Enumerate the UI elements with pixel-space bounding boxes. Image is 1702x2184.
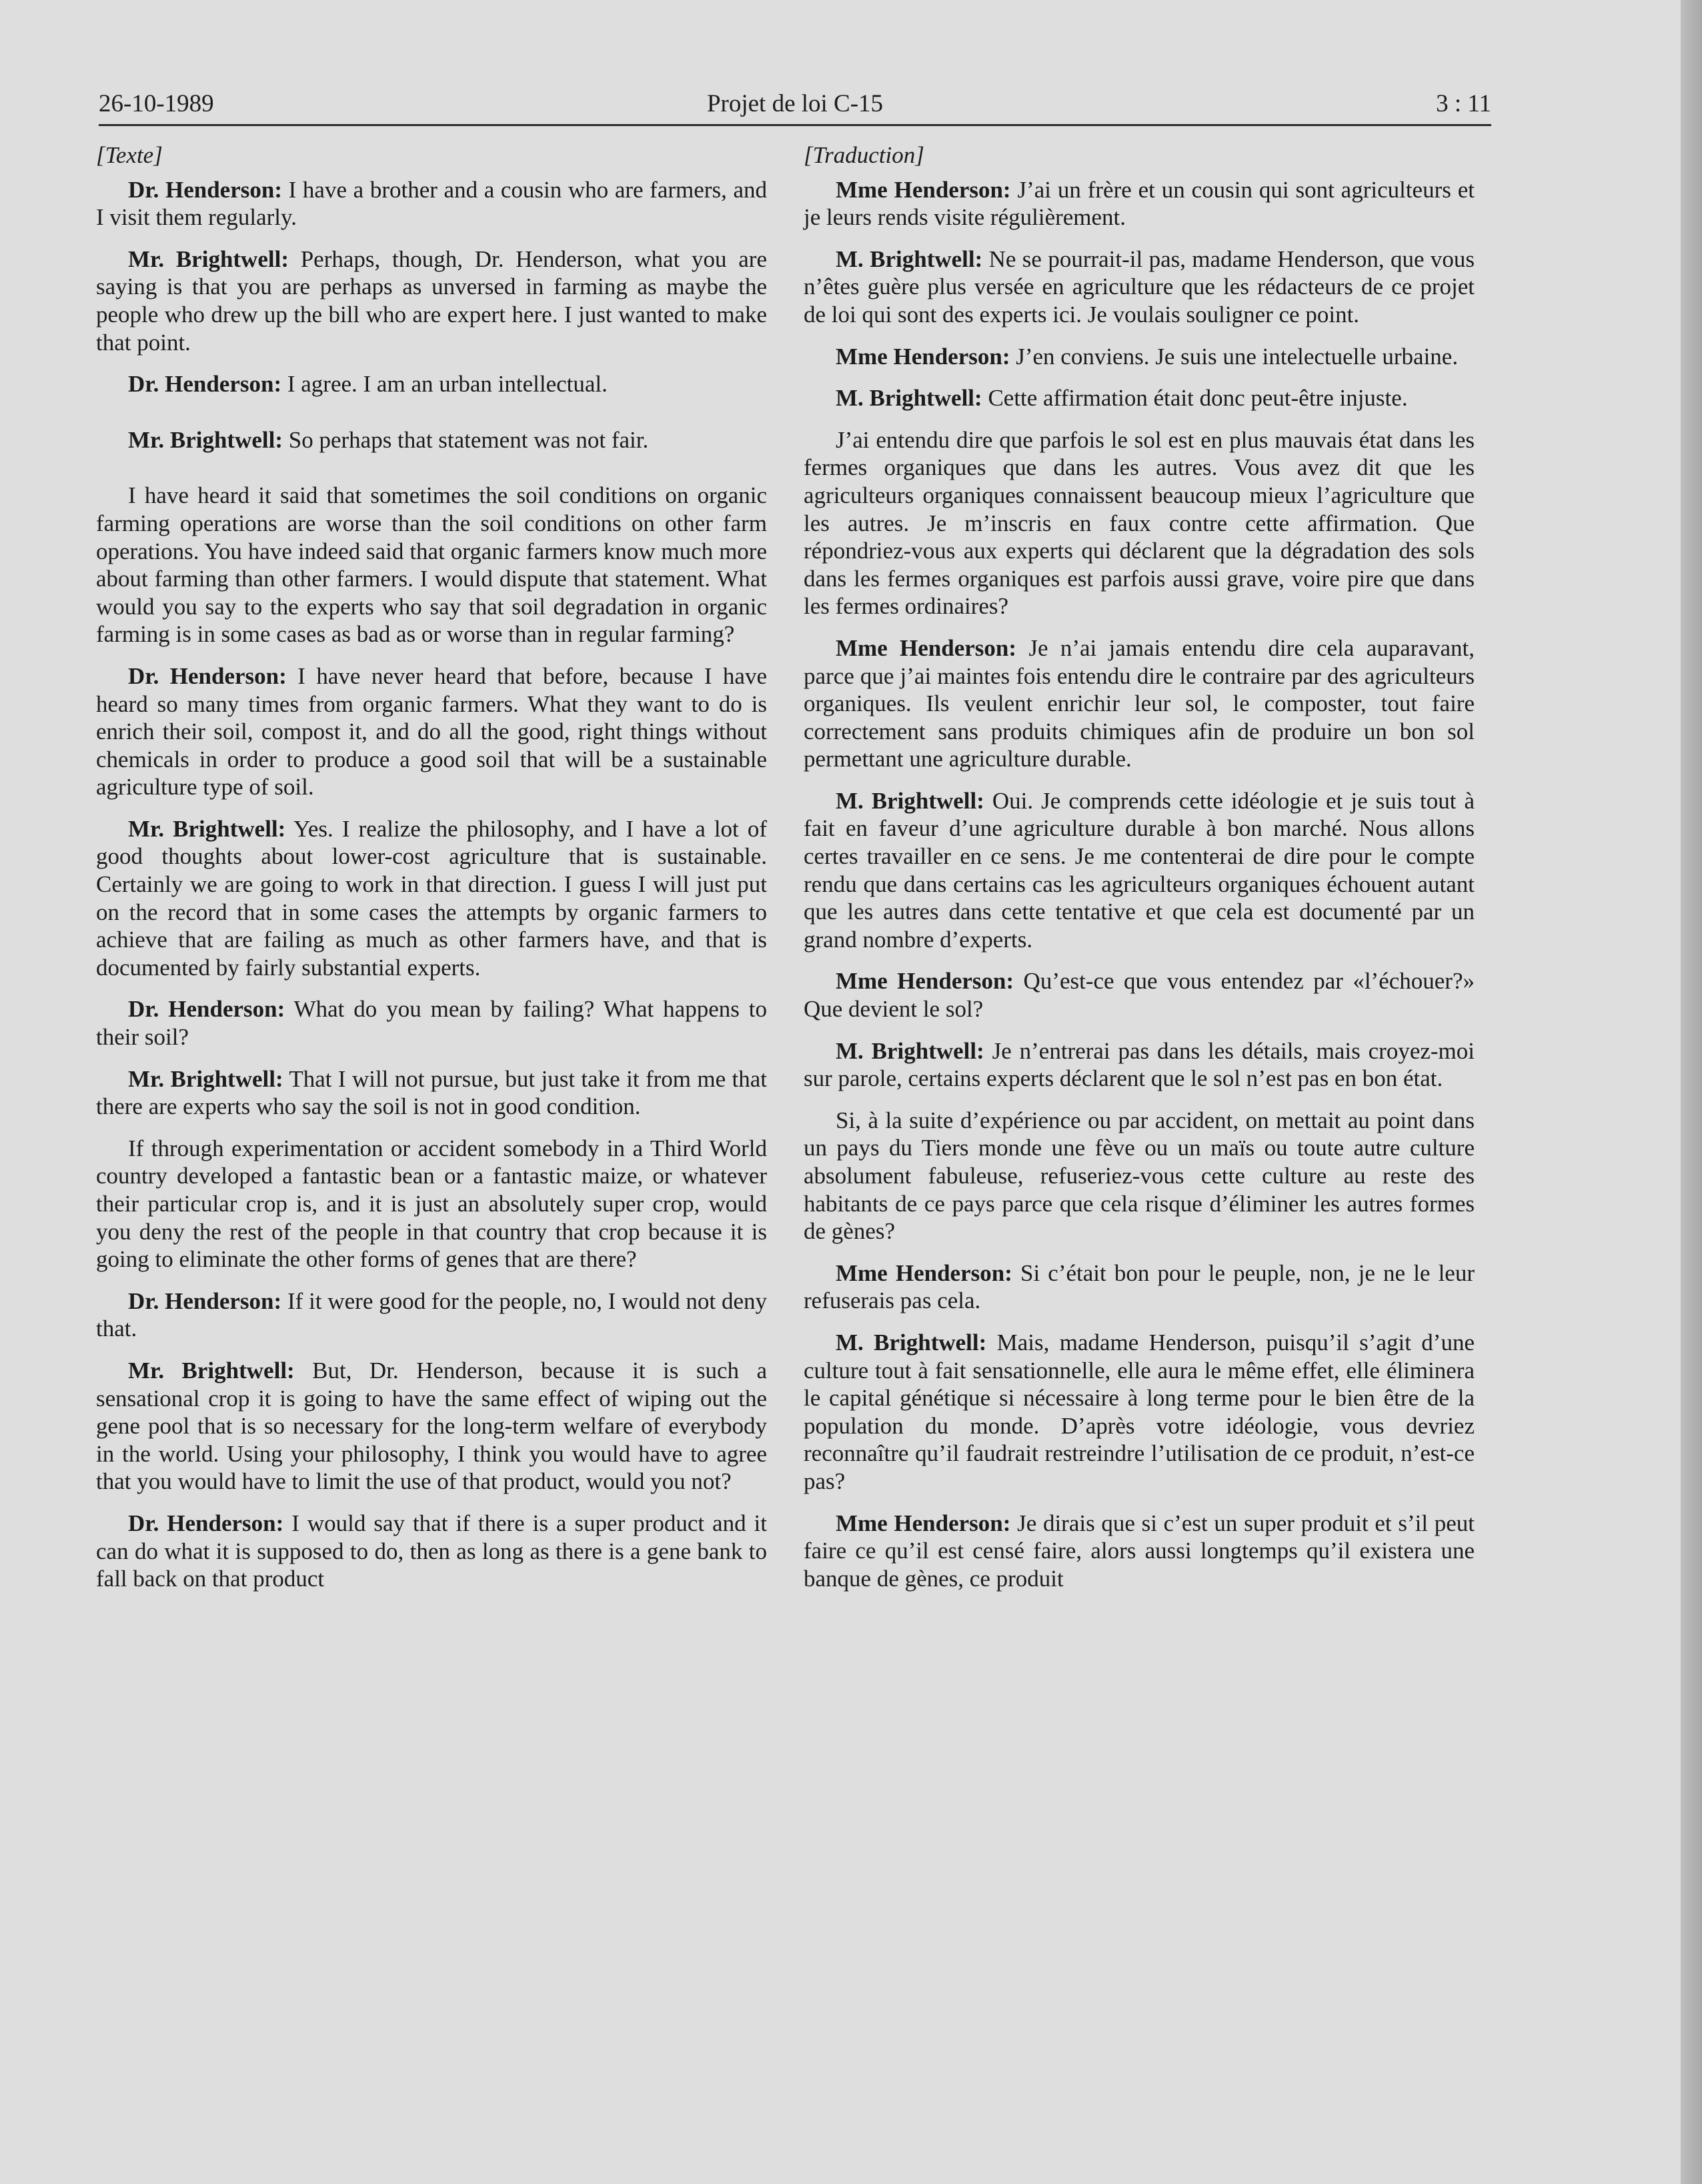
speech-text: Si c’était bon pour le peuple, non, je ne le leur refuserais pas cela. bbox=[804, 1259, 1475, 1314]
transcript-paragraph bbox=[96, 815, 767, 982]
page-edge-shadow bbox=[1681, 0, 1702, 2184]
transcript-paragraph bbox=[804, 343, 1475, 371]
header-date: 26-10-1989 bbox=[99, 90, 214, 117]
transcript-paragraph bbox=[96, 1135, 767, 1273]
speech-text: Ne se pourrait-il pas, madame Henderson, que vous n’êtes guère plus versée en agriculture que les rédacteurs de ce projet de loi qui sont des experts ici. Je voulais souligner ce point. bbox=[804, 245, 1475, 328]
speech-text: Je n’entrerai pas dans les détails, mais croyez-moi sur parole, certains experts déclarent que le sol n’est pas en bon état. bbox=[804, 1037, 1475, 1092]
transcript-paragraph bbox=[96, 1287, 767, 1343]
transcript-paragraph bbox=[96, 482, 767, 648]
left-column-english bbox=[96, 141, 767, 1607]
speaker-name: Dr. Henderson: bbox=[128, 662, 287, 689]
transcript-paragraph bbox=[804, 1037, 1475, 1093]
right-column-french bbox=[804, 141, 1475, 1606]
page-header bbox=[99, 89, 1491, 124]
speaker-name: Mr. Brightwell: bbox=[128, 1357, 295, 1384]
speech-text: J’ai entendu dire que parfois le sol est en plus mauvais état dans les fermes organiques que dans les autres. Vous avez dit que les agriculteurs organiques connaissent beaucoup mieux l’agriculture que les autres. Je m’inscris en faux contre cette affirmation. Que répondriez-vous aux experts qui déclarent que la dégradation des sols dans les fermes organiques est parfois aussi grave, voire pire que dans les fermes ordinaires? bbox=[804, 426, 1475, 620]
speech-text: Mais, madame Henderson, puisqu’il s’agit d’une culture tout à fait sensationnelle, elle aura le même effet, elle éliminera le capital génétique si nécessaire à long terme pour le bien être de la population du monde. D’après votre idéologie, vous devriez reconnaître qu’il faudrait restreindre l’utilisation de ce produit, n’est-ce pas? bbox=[804, 1329, 1475, 1494]
speaker-name: M. Brightwell: bbox=[836, 245, 983, 272]
transcript-paragraph bbox=[804, 245, 1475, 329]
transcript-paragraph bbox=[96, 662, 767, 801]
header-page-number: 3 : 11 bbox=[1436, 90, 1491, 117]
speech-text: What do you mean by failing? What happens to their soil? bbox=[96, 996, 767, 1051]
speech-text: If through experimentation or accident somebody in a Third World country developed a fantastic bean or a fantastic maize, or whatever their particular crop is, and it is just an absolutely super crop, would you deny the rest of the people in that country that crop because it is going to eliminate the other forms of genes that are there? bbox=[96, 1135, 767, 1273]
speaker-name: Mr. Brightwell: bbox=[128, 815, 286, 842]
speech-text: That I will not pursue, but just take it from me that there are experts who say the soil is not in good condition. bbox=[96, 1065, 767, 1120]
transcript-paragraph bbox=[804, 1329, 1475, 1496]
speech-text: I agree. I am an urban intellectual. bbox=[281, 371, 608, 398]
speech-text: I have a brother and a cousin who are farmers, and I visit them regularly. bbox=[96, 176, 767, 231]
speaker-name: Mme Henderson: bbox=[836, 343, 1010, 370]
speaker-name: M. Brightwell: bbox=[836, 1037, 984, 1064]
speech-text: Je dirais que si c’est un super produit et s’il peut faire ce qu’il est censé faire, alors aussi longtemps qu’il existera une banque de gènes, ce produit bbox=[804, 1510, 1475, 1592]
speaker-name: Mme Henderson: bbox=[836, 968, 1014, 995]
speech-text: Si, à la suite d’expérience ou par accident, on mettait au point dans un pays du Tiers monde une fève ou un maïs ou toute autre culture absolument fabuleuse, refuseriez-vous cette culture au reste des habitants de ce pays parce que cela risque d’éliminer les autres formes de gènes? bbox=[804, 1107, 1475, 1245]
transcript-paragraph bbox=[804, 1510, 1475, 1593]
speaker-name: Mr. Brightwell: bbox=[128, 1065, 283, 1092]
speech-text: Perhaps, though, Dr. Henderson, what you are saying is that you are perhaps as unversed in farming as maybe the people who drew up the bill who are expert here. I just wanted to make that point. bbox=[96, 245, 767, 356]
speaker-name: Dr. Henderson: bbox=[128, 1510, 284, 1536]
transcript-paragraph bbox=[804, 967, 1475, 1023]
speaker-name: Mme Henderson: bbox=[836, 1259, 1012, 1286]
speaker-name: Mme Henderson: bbox=[836, 634, 1017, 661]
speech-text: So perhaps that statement was not fair. bbox=[283, 426, 649, 453]
speaker-name: Mr. Brightwell: bbox=[128, 426, 283, 453]
speech-text: J’en conviens. Je suis une intelectuelle urbaine. bbox=[1010, 343, 1459, 370]
speaker-name: Dr. Henderson: bbox=[128, 371, 282, 398]
speech-text: But, Dr. Henderson, because it is such a sensational crop it is going to have the same effect of wiping out the gene pool that is so necessary for the long-term welfare of everybody in the world. Using your philosophy, I think you would have to agree that you would have to limit the use of that product, would you not? bbox=[96, 1357, 767, 1495]
transcript-paragraph bbox=[804, 1107, 1475, 1245]
transcript-paragraph bbox=[804, 426, 1475, 620]
header-rule bbox=[99, 124, 1491, 126]
header-title: Projet de loi C-15 bbox=[706, 90, 884, 117]
speech-text: Qu’est-ce que vous entendez par «l’échouer?» Que devient le sol? bbox=[804, 968, 1475, 1023]
column-label-text: Texte bbox=[105, 142, 154, 168]
speaker-name: M. Brightwell: bbox=[836, 385, 982, 412]
transcript-paragraph bbox=[804, 384, 1475, 412]
transcript-paragraph bbox=[804, 176, 1475, 231]
speech-text: Je n’ai jamais entendu dire cela auparavant, parce que j’ai maintes fois entendu dire le contraire par des agriculteurs organiques. Ils veulent enrichir leur sol, le composter, tout faire correctement sans produits chimiques afin de produire un bon sol permettant une agriculture durable. bbox=[804, 634, 1475, 772]
transcript-paragraph bbox=[96, 1510, 767, 1593]
column-label-texte: [Texte] bbox=[96, 142, 163, 168]
transcript-paragraph bbox=[96, 370, 767, 398]
speaker-name: Mme Henderson: bbox=[836, 176, 1011, 203]
transcript-paragraph bbox=[96, 995, 767, 1051]
speech-text: If it were good for the people, no, I would not deny that. bbox=[96, 1287, 767, 1342]
transcript-paragraph bbox=[96, 426, 767, 454]
speech-text: I have never heard that before, because I have heard so many times from organic farmers. What they want to do is enrich their soil, compost it, and do all the good, right things without chemicals in order to produce a good soil that will be a sustainable agriculture type of soil. bbox=[96, 662, 767, 800]
column-label-traduction: [Traduction] bbox=[804, 142, 924, 168]
speech-text: Yes. I realize the philosophy, and I have a lot of good thoughts about lower-cost agriculture that is sustainable. Certainly we are going to work in that direction. I guess I will just put on the record that in some cases the attempts by organic farmers to achieve that are failing as much as other farmers have, and that is documented by fairly substantial experts. bbox=[96, 815, 767, 981]
speaker-name: M. Brightwell: bbox=[836, 1329, 987, 1355]
speech-text: I would say that if there is a super product and it can do what it is supposed to do, then as long as there is a gene bank to fall back on that product bbox=[96, 1510, 767, 1592]
speaker-name: Mr. Brightwell: bbox=[128, 245, 289, 272]
column-label-text: Traduction bbox=[812, 142, 916, 168]
transcript-paragraph bbox=[96, 1357, 767, 1496]
transcript-paragraph bbox=[96, 176, 767, 231]
speech-text: J’ai un frère et un cousin qui sont agriculteurs et je leurs rends visite régulièrement. bbox=[804, 176, 1475, 231]
speaker-name: M. Brightwell: bbox=[836, 787, 984, 814]
speech-text: Oui. Je comprends cette idéologie et je suis tout à fait en faveur d’une agriculture durable à bon marché. Nous allons certes travailler en ce sens. Je me contenterai de dire pour le compte rendu que dans certains cas les agriculteurs organiques échouent autant que les autres dans cette tentative et que cela est documenté par un grand nombre d’experts. bbox=[804, 787, 1475, 953]
transcript-paragraph bbox=[96, 1065, 767, 1121]
transcript-paragraph bbox=[804, 634, 1475, 773]
speaker-name: Dr. Henderson: bbox=[128, 1287, 282, 1314]
speaker-name: Dr. Henderson: bbox=[128, 996, 285, 1023]
transcript-paragraph bbox=[96, 245, 767, 356]
speaker-name: Dr. Henderson: bbox=[128, 176, 282, 203]
speaker-name: Mme Henderson: bbox=[836, 1510, 1011, 1536]
transcript-paragraph bbox=[804, 787, 1475, 954]
speech-text: Cette affirmation était donc peut-être injuste. bbox=[982, 385, 1408, 412]
speech-text: I have heard it said that sometimes the soil conditions on organic farming operations are worse than the soil conditions on other farm operations. You have indeed said that organic farmers know much more about farming than other farmers. I would dispute that statement. What would you say to the experts who say that soil degradation in organic farming is in some cases as bad as or worse than in regular farming? bbox=[96, 482, 767, 648]
transcript-paragraph bbox=[804, 1259, 1475, 1315]
